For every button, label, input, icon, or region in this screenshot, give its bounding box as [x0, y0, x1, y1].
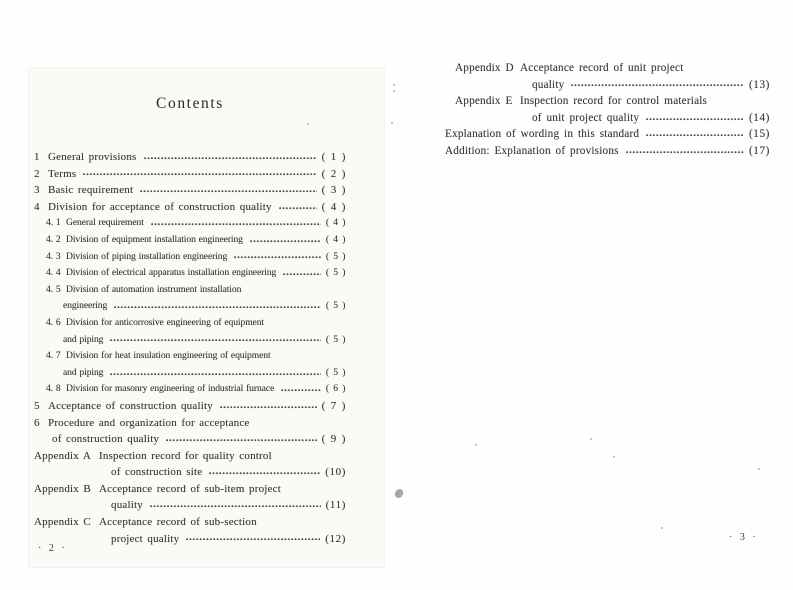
toc-entry-page: ( 3 ) [321, 184, 346, 197]
dot-leader [279, 205, 317, 210]
toc-entry-label: Acceptance record of sub-section [99, 516, 257, 529]
toc-entry [34, 514, 346, 547]
toc-entry-label: General requirement [66, 217, 144, 229]
toc-entry-label: and piping [63, 333, 104, 345]
toc-line [34, 415, 346, 432]
toc-line [46, 232, 346, 249]
toc-entry-number: 4. 1 [46, 217, 61, 229]
toc-entry-page: ( 5 ) [325, 333, 346, 345]
toc-entry-page: (15) [748, 128, 770, 141]
toc-entry-number: 2 [34, 167, 40, 180]
toc-entry [34, 398, 346, 415]
scan-speck [393, 84, 395, 86]
toc-entry-label: Division of equipment installation engineering [66, 233, 243, 245]
dot-leader [234, 254, 321, 259]
toc-entry-page: ( 4 ) [321, 200, 346, 213]
scan-speck [661, 527, 663, 529]
toc-entry-page: ( 5 ) [325, 250, 346, 262]
dot-leader [626, 149, 744, 154]
toc-entry-label: Acceptance of construction quality [48, 399, 213, 412]
toc-line [34, 481, 346, 498]
dot-leader [220, 404, 317, 409]
toc-line [46, 298, 346, 315]
toc-entry-page: (17) [748, 144, 770, 157]
toc-line [445, 143, 770, 160]
toc-entry-label: project quality [111, 532, 180, 545]
toc-entry-label: quality [532, 78, 565, 91]
toc-entry-page: (12) [325, 532, 346, 545]
toc-entry-label: Acceptance record of sub-item project [99, 482, 281, 495]
right-page [443, 52, 770, 532]
toc-entry-label: Division of electrical apparatus installation engineering [66, 267, 277, 279]
toc-entry-page: ( 4 ) [325, 233, 346, 245]
dot-leader [283, 271, 321, 276]
toc-line [455, 60, 770, 77]
toc-entry-label: Explanation of wording in this standard [445, 128, 640, 141]
toc-line [34, 398, 346, 415]
toc-entry [443, 93, 770, 126]
dot-leader [150, 503, 321, 508]
toc-line [34, 199, 346, 216]
toc-entry-label: Procedure and organization for acceptance [48, 416, 250, 429]
dot-leader [186, 536, 320, 541]
toc-entry [34, 381, 346, 398]
toc-entry [34, 481, 346, 514]
toc-entry-page: ( 9 ) [321, 433, 346, 446]
toc-line [46, 265, 346, 282]
scan-smudge [394, 488, 404, 498]
dot-leader [144, 155, 317, 160]
toc-entry [34, 166, 346, 183]
toc-line [46, 215, 346, 232]
toc-entry [34, 199, 346, 216]
toc-entry-number: 4. 7 [46, 350, 61, 362]
toc-entry-page: (10) [325, 466, 346, 479]
toc-line [455, 110, 770, 127]
toc-entry [34, 448, 346, 481]
toc-entry-label: of construction site [111, 466, 203, 479]
toc-entry-label: Acceptance record of unit project [520, 62, 684, 74]
toc-entry-page: ( 1 ) [321, 151, 346, 163]
toc-entry-number: 1 [34, 151, 40, 163]
toc-entry-number: 3 [34, 184, 40, 197]
toc-entry [34, 149, 346, 166]
dot-leader [110, 337, 320, 342]
toc-line [34, 149, 346, 166]
toc-entry [443, 60, 770, 93]
toc-entry [34, 415, 346, 448]
toc-entry-label: Division for masonry engineering of industrial furnace [66, 383, 275, 395]
toc-entry-label: Division for heat insulation engineering of equipment [66, 350, 271, 362]
toc-entry-number: Appendix B [34, 482, 91, 495]
page-number-right: · 3 · [729, 532, 759, 543]
toc-line [34, 531, 346, 548]
toc-entry-label: Division for anticorrosive engineering of equipment [66, 316, 264, 328]
toc-line [34, 497, 346, 514]
toc-entry-label: Addition: Explanation of provisions [445, 144, 619, 157]
toc-line [445, 126, 770, 143]
toc-entry-number: 4. 4 [46, 267, 61, 279]
toc-line [46, 381, 346, 398]
dot-leader [110, 371, 320, 376]
toc-line [46, 315, 346, 332]
toc-entry [443, 143, 770, 160]
page-number-left: · 2 · [38, 543, 68, 554]
toc-entry-label: engineering [63, 300, 108, 312]
toc-list-right [443, 60, 770, 160]
dot-leader [114, 304, 321, 309]
dot-leader [140, 188, 316, 193]
toc-entry-number: 4. 5 [46, 283, 61, 295]
toc-entry-number: Appendix A [34, 449, 91, 462]
toc-entry-number: 4 [34, 200, 40, 213]
toc-entry-number: Appendix C [34, 516, 91, 529]
scan-speck [758, 468, 760, 470]
toc-entry-label: Division for acceptance of construction quality [48, 200, 272, 213]
toc-entry-label: Inspection record for quality control [99, 449, 272, 462]
toc-entry-label: Basic requirement [48, 184, 134, 197]
toc-entry [443, 126, 770, 143]
toc-line [34, 464, 346, 481]
scan-speck [590, 438, 592, 440]
toc-entry [34, 249, 346, 266]
toc-entry-number: 6 [34, 416, 40, 429]
toc-entry-number: 4. 3 [46, 250, 61, 262]
toc-line [46, 249, 346, 266]
toc-entry-page: ( 5 ) [325, 267, 346, 279]
toc-line [34, 448, 346, 465]
toc-entry [34, 282, 346, 315]
toc-entry-label: Terms [48, 167, 77, 180]
scan-speck [613, 456, 615, 458]
toc-entry-page: ( 2 ) [321, 167, 346, 180]
toc-entry [34, 232, 346, 249]
toc-line [34, 431, 346, 448]
toc-entry-label: quality [111, 499, 143, 512]
toc-entry-label: Division of automation instrument installation [66, 283, 242, 295]
toc-entry [34, 348, 346, 381]
dot-leader [250, 238, 321, 243]
page-title: Contents [156, 95, 224, 112]
toc-line [46, 348, 346, 365]
dot-leader [209, 470, 320, 475]
toc-entry-page: ( 5 ) [325, 300, 346, 312]
toc-line [46, 365, 346, 382]
toc-entry-number: Appendix D [455, 62, 514, 74]
toc-entry-page: (13) [748, 78, 770, 91]
toc-entry-number: 4. 8 [46, 383, 61, 395]
dot-leader [151, 221, 321, 226]
dot-leader [646, 116, 744, 121]
toc-list-left [34, 149, 346, 547]
dot-leader [646, 132, 744, 137]
toc-entry-label: of construction quality [52, 433, 160, 446]
toc-entry-page: (11) [325, 499, 346, 512]
toc-line [46, 282, 346, 299]
toc-entry-number: 4. 6 [46, 316, 61, 328]
toc-line [46, 332, 346, 349]
toc-entry-page: ( 7 ) [321, 399, 346, 412]
toc-entry-page: ( 6 ) [325, 383, 346, 395]
toc-entry-label: Division of piping installation engineering [66, 250, 228, 262]
toc-entry-label: of unit project quality [532, 111, 640, 124]
scan-speck [307, 123, 309, 125]
toc-entry-label: and piping [63, 366, 104, 378]
toc-entry-number: 4. 2 [46, 233, 61, 245]
dot-leader [571, 82, 743, 87]
dot-leader [166, 437, 316, 442]
toc-line [34, 166, 346, 183]
toc-entry-number: Appendix E [455, 95, 513, 108]
toc-entry [34, 182, 346, 199]
scan-speck [391, 122, 393, 124]
toc-entry-label: General provisions [48, 151, 137, 163]
scan-speck [475, 444, 477, 446]
toc-entry-page: (14) [748, 111, 770, 124]
toc-line [455, 93, 770, 110]
toc-line [34, 514, 346, 531]
toc-entry-number: 5 [34, 399, 40, 412]
toc-entry-label: Inspection record for control materials [520, 95, 708, 108]
toc-entry [34, 265, 346, 282]
toc-line [455, 77, 770, 94]
toc-line [34, 182, 346, 199]
toc-entry [34, 215, 346, 232]
toc-entry [34, 315, 346, 348]
toc-entry-page: ( 5 ) [325, 366, 346, 378]
dot-leader [281, 387, 321, 392]
toc-entry-page: ( 4 ) [325, 217, 346, 229]
dot-leader [83, 171, 316, 176]
left-page [28, 67, 385, 568]
